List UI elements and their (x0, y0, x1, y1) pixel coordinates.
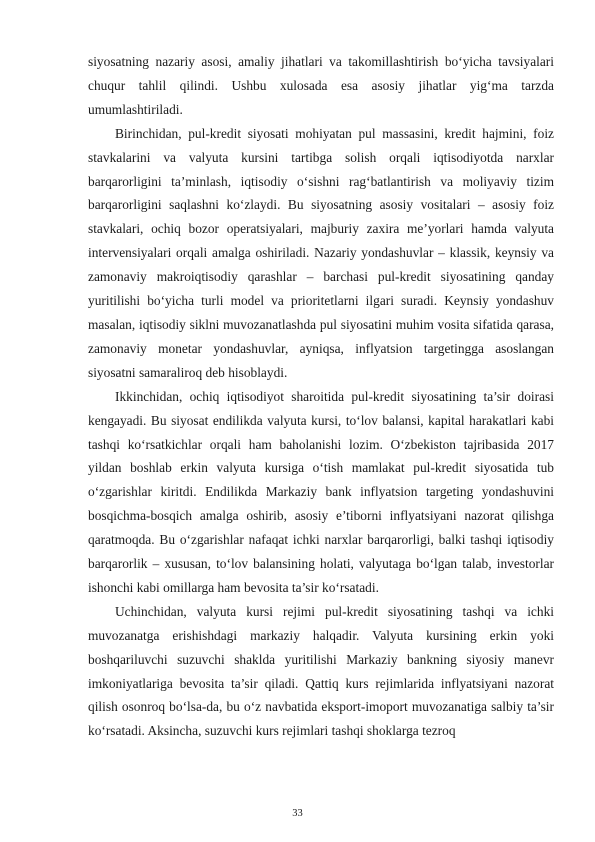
page-number: 33 (292, 808, 303, 819)
paragraph-third-point: Uchinchidan, valyuta kursi rejimi pul-kredit siyosatining tashqi va ichki muvozanatga erishishdagi markaziy halqadir. Valyuta kursining erkin yoki boshqariluvchi suzuvchi shaklda yuritilishi Markaziy bankning siyosiy manevr imkoniyatlariga bevosita ta’sir qiladi. Qattiq kurs rejimlarida inflyatsiyani nazorat qilish osonroq bo‘lsa-da, bu o‘z navbatida eksport-imoport muvozanatiga salbiy ta’sir ko‘rsatadi. Aksincha, suzuvchi kurs rejimlari tashqi shoklarga tezroq (88, 603, 554, 739)
paragraph-continuation: siyosatning nazariy asosi, amaliy jihatlari va takomillashtirish bo‘yicha tavsiyalari chuqur tahlil qilindi. Ushbu xulosada esa asosiy jihatlar yig‘ma tarzda umumlashtiriladi. (88, 54, 554, 117)
paragraph-second-point: Ikkinchidan, ochiq iqtisodiyot sharoitida pul-kredit siyosatining ta’sir doirasi kengayadi. Bu siyosat endilikda valyuta kursi, to‘lov balansi, kapital harakatlari kabi tashqi ko‘rsatkichlar orqali ham baholanishi lozim. O‘zbekiston tajribasida 2017 yildan boshlab erkin valyuta kursiga o‘tish mamlakat pul-kredit siyosatida tub o‘zgarishlar kiritdi. Endilikda Markaziy bank inflyatsion targeting yondashuvini bosqichma-bosqich amalga oshirib, asosiy e’tiborni inflyatsiyani nazorat qilishga qaratmoqda. Bu o‘zgarishlar nafaqat ichki narxlar barqarorligi, balki tashqi iqtisodiy barqarorlik – xususan, to‘lov balansining holati, valyutaga bo‘lgan talab, investorlar ishonchi kabi omillarga ham bevosita ta’sir ko‘rsatadi. (88, 388, 554, 595)
paragraph-first-point: Birinchidan, pul-kredit siyosati mohiyatan pul massasini, kredit hajmini, foiz stavkalarini va valyuta kursini tartibga solish orqali iqtisodiyotda narxlar barqarorligini ta’minlash, iqtisodiy o‘sishni rag‘batlantirish va moliyaviy tizim barqarorligini saqlashni ko‘zlaydi. Bu siyosatning asosiy vositalari – asosiy foiz stavkalari, ochiq bozor operatsiyalari, majburiy zaxira me’yorlari hamda valyuta intervensiyalari orqali amalga oshiriladi. Nazariy yondashuvlar – klassik, keynsiy va zamonaviy makroiqtisodiy qarashlar – barchasi pul-kredit siyosatining qanday yuritilishi bo‘yicha turli model va prioritetlarni ilgari suradi. Keynsiy yondashuv masalan, iqtisodiy siklni muvozanatlashda pul siyosatini muhim vosita sifatida qarasa, zamonaviy monetar yondashuvlar, ayniqsa, inflyatsion targetingga asoslangan siyosatni samaraliroq deb hisoblaydi. (88, 125, 554, 380)
body-text (88, 50, 554, 743)
